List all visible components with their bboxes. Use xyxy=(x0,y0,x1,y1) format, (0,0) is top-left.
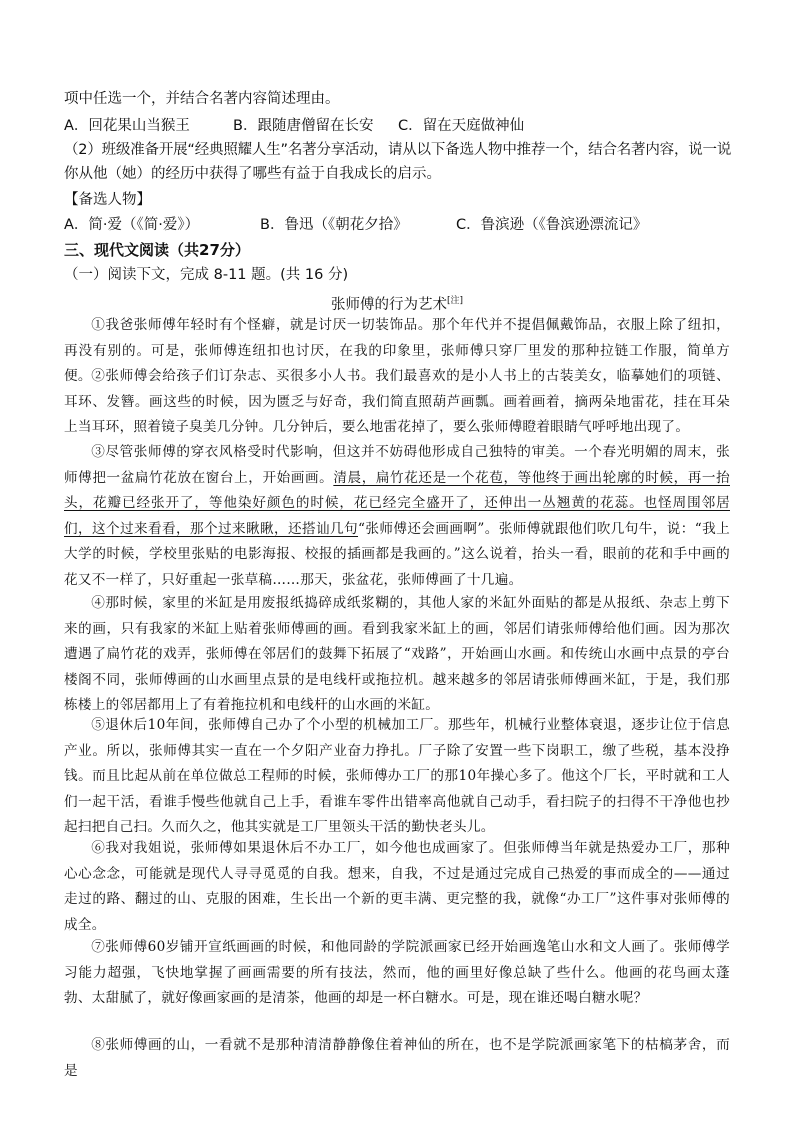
question-tail: 项中任选一个，并结合名著内容简述理由。 xyxy=(64,91,340,107)
paragraph-1: ①我爸张师傅年轻时有个怪癖，就是讨厌一切装饰品。那个年代并不提倡佩戴饰品，衣服上除了纽扣，再没有别的。可是，张师傅连纽扣也讨厌，在我的印象里，张师傅只穿厂里发的那种拉链工作服，简单方便。 xyxy=(64,317,730,384)
candidate-b: B．鲁迅（《朝花夕拾》 xyxy=(260,217,408,233)
sub-heading: （一）阅读下文，完成 8-11 题。(共 16 分) xyxy=(64,267,349,283)
option-c: C．留在天庭做神仙 xyxy=(398,118,525,134)
paragraph-3 xyxy=(64,440,730,593)
paragraph-6: ⑥我对我姐说，张师傅如果退休后不办工厂，如今他也成画家了。但张师傅当年就是热爱办工厂，那种心心念念，可能就是现代人寻寻觅觅的自我。想来，自我，不过是通过完成自己热爱的事而成全的——通过走过的路、翻过的山、克服的困难，生长出一个新的更丰满、更完整的我，就像“办工厂”这件事对张师傅的成全。 xyxy=(64,840,730,933)
paragraph-3-intro: ③尽管张师傅的穿衣风格受时代影响，但这并不妨碍他形成自己独特的审美。一个春光明媚的周末，张师傅把一盆扁竹花放在窗台上，开始画画。 xyxy=(64,444,730,486)
option-a: A．回花果山当猴王 xyxy=(64,118,190,134)
candidate-c: C．鲁滨逊（《鲁滨逊漂流记》 xyxy=(456,217,648,233)
option-b: B．跟随唐僧留在长安 xyxy=(233,118,374,134)
question-2-line-1: （2）班级准备开展“经典照耀人生”名著分享活动，请从以下备选人物中推荐一个，结合名著内容，说一说 xyxy=(64,142,732,158)
article-title-note: [注] xyxy=(446,296,464,306)
candidate-a: A．简·爱（《简·爱》） xyxy=(64,217,200,233)
paragraph-8: ⑧张师傅画的山，一看就不是那种清清静静像住着神仙的所在，也不是学院派画家笔下的枯槁茅舍，而是 xyxy=(64,1037,730,1079)
question-2-line-2: 你从他（她）的经历中获得了哪些有益于自我成长的启示。 xyxy=(64,166,441,182)
paragraph-3-underlined: 清晨，扁竹花还是一个花苞，等他终于画出轮廓的时候，再一抬头，花瓣已经张开了，等他染好颜色的时候，花已经完全盛开了，还伸出一丛翘黄的花蕊。也怪周围邻居们，这个过来看看，那个过来瞅瞅，还搭讪几句 xyxy=(64,469,730,537)
paragraph-5: ⑤退休后10年间，张师傅自己办了个小型的机械加工厂。那些年，机械行业整体衰退，逐步让位于信息产业。所以，张师傅其实一直在一个夕阳产业奋力挣扎。厂子除了安置一些下岗职工，缴了些税，基本没挣钱。而且比起从前在单位做总工程师的时候，张师傅办工厂的那10年操心多了。他这个厂长，平时就和工人们一起干活，看谁手慢些他就自己上手，看谁车零件出错率高他就自己动手，看扫院子的扫得不干净他也抄起扫把自己扫。久而久之，他其实就是工厂里领头干活的勤快老头儿。 xyxy=(64,717,730,835)
paragraph-7: ⑦张师傅60岁铺开宣纸画画的时候，和他同龄的学院派画家已经开始画逸笔山水和文人画了。张师傅学习能力超强，飞快地掌握了画画需要的所有技法，然而，他的画里好像总缺了些什么。他画的花鸟画太蓬勃、太甜腻了，就好像画家画的是清茶，他画的却是一杯白糖水。可是，现在谁还喝白糖水呢？ xyxy=(64,939,730,1006)
paragraph-4: ④那时候，家里的米缸是用废报纸捣碎成纸浆糊的，其他人家的米缸外面贴的都是从报纸、杂志上剪下来的画，只有我家的米缸上贴着张师傅画的画。看到我家米缸上的画，邻居们请张师傅给他们画。因为那次遭遇了扁竹花的戏弄，张师傅在邻居们的鼓舞下拓展了“戏路”，开始画山水画。和传统山水画中点景的亭台楼阁不同，张师傅画的山水画里点景的是电线杆或拖拉机。越来越多的邻居请张师傅画米缸，于是，我们那栋楼上的邻居都用上了有着拖拉机和电线杆的山水画的米缸。 xyxy=(64,595,730,713)
article-title-text: 张师傅的行为艺术 xyxy=(330,296,447,313)
candidates-label: 【备选人物】 xyxy=(64,192,151,208)
paragraph-3-rest: “张师傅还会画画啊”。张师傅就跟他们吹几句牛，说：“我上大学的时候，学校里张贴的电影海报、校报的插画都是我画的。”这么说着，抬头一看，眼前的花和手中画的花又不一样了，只好重起一张草稿……那天，张盆花，张师傅画了十几遍。 xyxy=(64,520,730,588)
article-title xyxy=(0,291,794,315)
paragraph-2: ②张师傅会给孩子们订杂志、买很多小人书。我们最喜欢的是小人书上的古装美女，临摹她们的项链、耳环、发簪。画这些的时候，因为匮乏与好奇，我们简直照葫芦画瓢。画着画着，摘两朵地雷花，挂在耳朵上当耳环，照着镜子臭美几分钟。几分钟后，要么地雷花掉了，要么张师傅瞪着眼睛气呼呼地出现了。 xyxy=(64,368,730,435)
section-heading: 三、现代文阅读（共27分） xyxy=(64,241,250,259)
